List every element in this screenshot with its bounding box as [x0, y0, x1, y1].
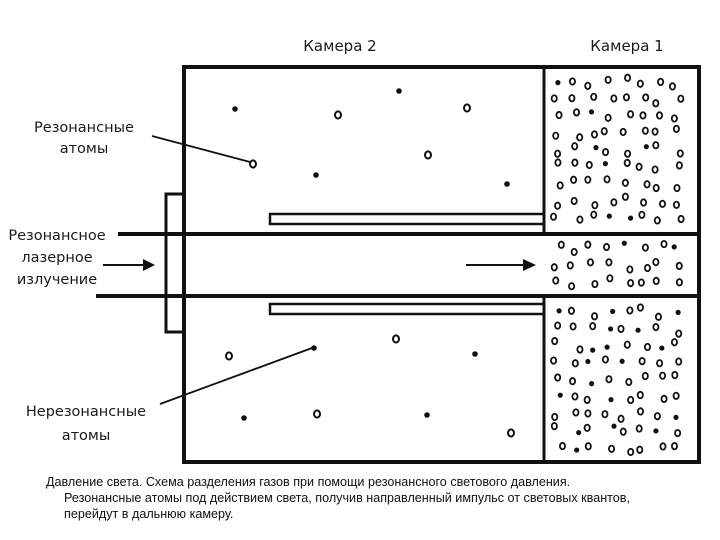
resonant-atom [653, 142, 658, 148]
nonresonant-atom [424, 412, 430, 418]
nonresonant-atom [232, 106, 238, 112]
nonresonant-atom [653, 428, 658, 433]
resonant-atom [572, 159, 577, 165]
resonant-atom [606, 115, 611, 121]
resonant-atom [552, 338, 557, 344]
entrance-window [166, 194, 184, 332]
resonant-atom [655, 413, 660, 419]
resonant-atom [568, 262, 573, 268]
nonresonant-atom [659, 345, 664, 350]
nonresonant-atom [557, 308, 562, 313]
resonant-atom [425, 151, 431, 158]
resonant-atom [653, 324, 658, 330]
resonant-atom [585, 83, 590, 89]
resonant-atom [558, 182, 563, 188]
resonant-atom [623, 194, 628, 200]
nonresonant-atom [311, 345, 317, 351]
resonant-atom [552, 423, 557, 429]
resonant-atom [464, 104, 470, 111]
resonant-atom [628, 397, 633, 403]
resonant-atom [621, 428, 626, 434]
nonresonant-atom [590, 348, 595, 353]
resonant-atom [551, 213, 556, 219]
resonant-atom [625, 342, 630, 348]
resonant-atom [573, 360, 578, 366]
resonant-atom [574, 109, 579, 115]
nonresonant-atom [589, 109, 594, 114]
resonant-atom [643, 94, 648, 100]
resonant-atom [623, 180, 628, 186]
resonant-atom [643, 127, 648, 133]
resonant-atom [571, 177, 576, 183]
resonant-atom [654, 185, 659, 191]
resonant-atom [670, 83, 675, 89]
resonant-atom [606, 259, 611, 265]
resonant-atom [644, 181, 649, 187]
nonresonant-atom [558, 393, 563, 398]
resonant-atom [661, 396, 666, 402]
resonant-atom [508, 429, 514, 436]
chamber2-label: Камера 2 [303, 37, 377, 55]
resonant-atom [604, 176, 609, 182]
resonant-atom [675, 430, 680, 436]
resonant-atom [555, 202, 560, 208]
resonant-atom [590, 323, 595, 329]
resonant-atom [638, 408, 643, 414]
nonresonant-atom [635, 328, 640, 333]
nonresonant-atom [576, 430, 581, 435]
resonant-atom [678, 150, 683, 156]
resonant-atom [678, 96, 683, 102]
resonant-atom [638, 304, 643, 310]
laser-label-line3: излучение [16, 272, 98, 288]
resonant-atom [585, 425, 590, 431]
resonant-atom [591, 211, 596, 217]
resonant-atom [603, 149, 608, 155]
resonant-atom [556, 112, 561, 118]
resonant-atom [660, 443, 665, 449]
chamber1-atoms [551, 75, 684, 456]
resonant-atom [660, 201, 665, 207]
resonant-atom [226, 352, 232, 359]
resonant-atom [645, 344, 650, 350]
resonant-atom [570, 323, 575, 329]
resonant-atom [585, 176, 590, 182]
nonresonant-atom [472, 351, 478, 357]
resonant-atom [585, 241, 590, 247]
resonant-atom [555, 159, 560, 165]
resonant-atom [592, 313, 597, 319]
resonant-atom [552, 264, 557, 270]
nonresonant-atom [589, 381, 594, 386]
resonant-atom [592, 281, 597, 287]
resonant-atom [678, 216, 683, 222]
resonant-atom [393, 335, 399, 342]
resonant-atom [552, 414, 557, 420]
resonant-atom [674, 202, 679, 208]
resonant-atom [625, 75, 630, 81]
resonant-atom [570, 378, 575, 384]
resonant-atom [637, 447, 642, 453]
resonant-atom [570, 78, 575, 84]
resonant-atom [656, 314, 661, 320]
nonresonant-atom [555, 80, 560, 85]
atom-arrow-head [523, 259, 536, 271]
resonant-atom [573, 409, 578, 415]
resonant-atom [636, 164, 641, 170]
resonant-atom [672, 115, 677, 121]
resonant-atom [569, 283, 574, 289]
resonant-atom [640, 358, 645, 364]
resonant-atom [677, 279, 682, 285]
resonant-atom [639, 279, 644, 285]
resonant-atom [672, 339, 677, 345]
resonant-atom [611, 199, 616, 205]
resonant-atom [569, 95, 574, 101]
resonant-atom [677, 162, 682, 168]
resonant-atom [551, 357, 556, 363]
resonant-atom [602, 411, 607, 417]
resonant-atom [628, 449, 633, 455]
nonresonant-atom [585, 359, 590, 364]
resonant-atom [643, 373, 648, 379]
resonant-atom [676, 330, 681, 336]
resonant-atom [559, 242, 564, 248]
nonresonant-atom [676, 310, 681, 315]
resonant-atom [577, 346, 582, 352]
figure-caption [46, 474, 686, 522]
resonant-atom [572, 393, 577, 399]
resonant-atom [637, 425, 642, 431]
resonant-atom [335, 111, 341, 118]
resonant-atom [627, 307, 632, 313]
vessel-outline [184, 67, 699, 462]
nonresonant-atom [672, 244, 677, 249]
resonant-atom [624, 94, 629, 100]
nonresonant-atom [504, 181, 510, 187]
laser-label-line2: лазерное [21, 250, 93, 266]
resonant-atom [638, 81, 643, 87]
resonant-atom [606, 376, 611, 382]
resonant-atom [621, 129, 626, 135]
resonant-atom [674, 393, 679, 399]
resonant-pointer [152, 136, 250, 162]
nonresonant-atom [628, 216, 633, 221]
resonant-atom [602, 128, 607, 134]
resonant-atom [674, 126, 679, 132]
resonant-atom [607, 275, 612, 281]
resonant-atom [250, 160, 256, 167]
resonant-atom [555, 151, 560, 157]
resonant-atom [555, 374, 560, 380]
resonant-atom [552, 95, 557, 101]
resonant-atom [592, 202, 597, 208]
nonresonant-atom [608, 397, 613, 402]
nonresonant-atom [620, 359, 625, 364]
resonant-atoms-label-line2: атомы [59, 141, 109, 157]
resonant-atom [652, 166, 657, 172]
resonant-atom [652, 128, 657, 134]
nonresonant-atom [313, 172, 319, 178]
nonresonant-atoms-label-line2: атомы [61, 428, 111, 444]
resonant-atom [658, 79, 663, 85]
resonant-atom [618, 326, 623, 332]
laser-label-line1: Резонансное [8, 228, 106, 244]
resonant-atom [587, 162, 592, 168]
resonant-atom [553, 132, 558, 138]
resonant-atom [628, 111, 633, 117]
nonresonant-atoms-label-line1: Нерезонансные [25, 404, 147, 420]
resonant-atom [618, 416, 623, 422]
nonresonant-atom [608, 326, 613, 331]
resonant-atom [588, 259, 593, 265]
nonresonant-atom [241, 415, 247, 421]
resonant-atom [639, 212, 644, 218]
nonresonant-atom [396, 88, 402, 94]
resonant-atom [569, 308, 574, 314]
resonant-atom [586, 443, 591, 449]
resonant-atom [653, 100, 658, 106]
resonant-atom [641, 199, 646, 205]
resonant-atom [645, 265, 650, 271]
resonant-atom [585, 410, 590, 416]
resonant-atom [657, 360, 662, 366]
nonresonant-atom [644, 144, 649, 149]
resonant-atom [606, 77, 611, 83]
nonresonant-atom [604, 345, 609, 350]
caption-line1: Давление света. Схема разделения газов при помощи резонансного светового давления. [46, 475, 571, 489]
resonant-atom [572, 143, 577, 149]
chamber2-filled-atoms [232, 88, 510, 421]
resonant-atom [585, 397, 590, 403]
resonant-atom [604, 244, 609, 250]
nonresonant-atom [603, 161, 608, 166]
resonant-atom [674, 185, 679, 191]
resonant-atom [657, 112, 662, 118]
nonresonant-atom [610, 309, 615, 314]
resonant-atom [653, 259, 658, 265]
resonant-atom [677, 263, 682, 269]
nonresonant-atom [622, 241, 627, 246]
resonant-atom [627, 266, 632, 272]
resonant-atom [660, 372, 665, 378]
resonant-atom [555, 322, 560, 328]
resonant-atoms-label-line1: Резонансные [34, 120, 134, 136]
resonant-atom [553, 277, 558, 283]
resonant-atom [625, 150, 630, 156]
resonant-atom [591, 94, 596, 100]
resonant-atom [643, 244, 648, 250]
resonant-atom [661, 241, 666, 247]
resonant-atom [640, 112, 645, 118]
resonant-atom [672, 443, 677, 449]
resonant-atom [625, 160, 630, 166]
caption-line2: Резонансные атомы под действием света, получив направленный импульс от световых квантов, перейдут в дальнюю камеру. [64, 491, 630, 521]
upper-plate [270, 214, 544, 224]
resonant-atom [577, 216, 582, 222]
chamber2-atoms [226, 104, 514, 436]
resonant-atom [592, 131, 597, 137]
resonant-atom [314, 410, 320, 417]
resonant-atom [577, 134, 582, 140]
chamber1-label: Камера 1 [590, 37, 664, 55]
resonant-atom [672, 372, 677, 378]
resonant-atom [572, 198, 577, 204]
resonant-atom [638, 392, 643, 398]
nonresonant-atom [607, 214, 612, 219]
nonresonant-atom [673, 415, 678, 420]
resonant-atom [655, 217, 660, 223]
nonresonant-atom [593, 145, 598, 150]
resonant-atom [603, 356, 608, 362]
resonant-atom [626, 379, 631, 385]
resonant-atom [628, 280, 633, 286]
resonant-atom [609, 446, 614, 452]
resonant-atom [572, 249, 577, 255]
laser-arrow-head [143, 259, 155, 271]
nonresonant-atom [611, 424, 616, 429]
resonant-atom [676, 358, 681, 364]
resonant-atom [654, 278, 659, 284]
resonant-atom [611, 95, 616, 101]
lower-plate [270, 304, 544, 314]
resonant-atom [560, 443, 565, 449]
nonresonant-atom [574, 447, 579, 452]
